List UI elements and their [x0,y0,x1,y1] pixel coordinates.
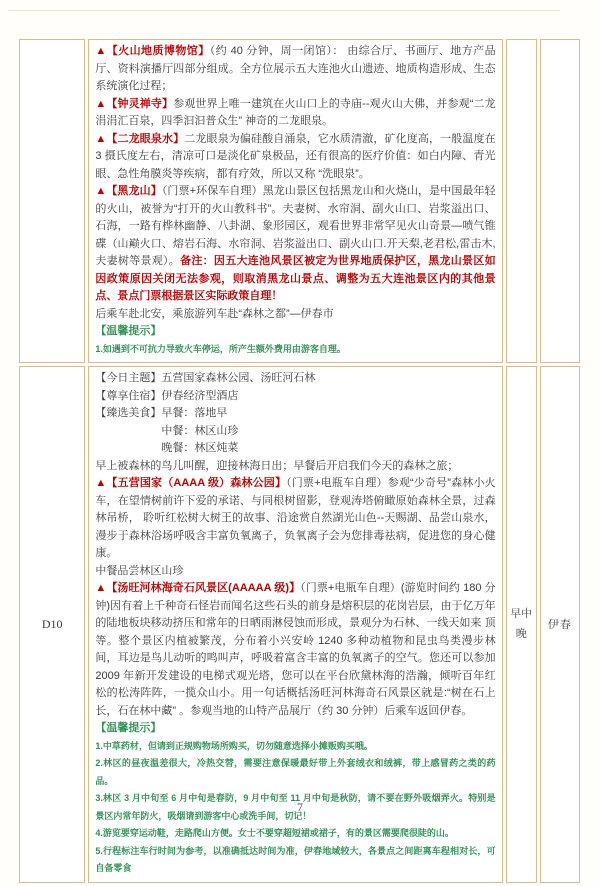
text-segment: 早上被森林的鸟儿叫醒，迎接林海日出；早餐后开启我们今天的森林之旅； [95,459,459,472]
highlighted-text-segment: ▲【黑龙山】 [95,185,162,197]
paragraph [95,580,495,720]
paragraph [95,405,495,423]
day-label-cell [19,39,85,363]
paragraph [95,370,495,388]
text-segment: 1.中草药材，但请到正规购物场所购买，切勿随意选择小摊贩购买哦。 [95,740,373,751]
tip-line [95,825,495,843]
paragraph [95,563,495,581]
tip-header [95,720,495,738]
highlighted-text-segment: ▲【五营国家（AAAA 级）森林公园】 [95,477,287,489]
text-segment: 中餐：林区山珍 [161,424,239,437]
paragraph [95,43,495,96]
text-segment: （门票+电瓶车自理）(游览时间约 180 分钟)因有着上千种奇石怪岩而闻名这些石头的前身是熔积层的花岗岩层，由于亿万年的陆地板块移动挤压和常年的日晒雨淋侵蚀而形成，景观分为石林、一线天如来 顶等。整个景区内植被繁茂，分布着小兴安岭 1240 多种动植物和昆虫鸟类漫步林间，耳边是鸟儿动听的鸣叫声，呼吸着富含丰富的负氧离子的空气。您还可以参加 2009 年新开发建设的电梯式观光塔，您可以在平台欣黛林海的浩瀚，倾听百年红松的松涛阵阵，一揽众山小。用一句话概括汤旺河林海奇石风景区就是:“树在石上长，石在林中藏” 。参观当地的山特产品展厅（约 30 分钟）后乘车返回伊春。 [95,582,496,717]
paragraph [95,96,495,131]
city-cell: 伊春 [540,366,580,883]
table-row-previous-day-continued [19,39,580,363]
paragraph [95,131,495,184]
highlighted-text-segment: 备注：因五大连池风景区被定为世界地质保护区，黑龙山景区如因政策原因关闭无法参观，则取消黑龙山景点、调整为五大连池景区内的其他景点、景点门票根据景区实际政策自理！ [95,255,496,302]
text-segment: 【臻选美食】早餐：落地早 [95,407,228,419]
tip-line [95,738,495,756]
text-segment: （门票+电瓶车自理）参观“少奇号”森林小火车，在望情树前许下爱的承诺、与同根树留影，登观涛塔俯瞰原始森林全景，过森林吊桥， 聆听红松树大树王的故事、沿途赏自然湖光山色--天赐湖、品尝山泉水，漫步于森林浴场呼吸含丰富负氧离子，负氧离子会为您排毒祛病，促进您的身心健康。 [95,477,496,559]
text-segment: 1.如遇到不可抗力导致火车停运，所产生额外费用由游客自理。 [95,343,346,354]
text-segment: 参观世界上唯一建筑在火山口上的寺庙--观火山大佛，并参观“二龙涓涓汇百泉，四季汩汩普众生” 神奇的二龙眼泉。 [95,97,496,127]
paragraph [95,423,495,441]
highlighted-text-segment: ▲【钟灵禅寺】 [95,97,174,110]
paragraph [95,440,495,458]
text-segment: 中餐品尝林区山珍 [95,564,184,577]
text-segment: 5.行程标注车行时间为参考，以准确抵达时间为准，伊春地域较大，各景点之间距离车程相对长，可自备零食 [95,845,496,873]
tip-line [95,341,495,359]
tip-line [95,755,495,790]
paragraph [95,388,495,406]
itinerary-table [16,36,583,886]
paragraph [95,458,495,476]
highlighted-text-segment: ▲【汤旺河林海奇石风景区(AAAAA 级)】 [95,582,301,594]
highlighted-text-segment: ▲【火山地质博物馆】 [95,45,210,57]
text-segment: 【尊享住宿】伊春经济型酒店 [95,389,239,402]
city-cell [540,39,580,363]
text-segment: 后乘车赴北安，乘旅游列车赴“森林之都”—伊春市 [95,307,334,320]
paragraph [95,306,495,324]
text-segment: （约 40 分钟，周一闭馆）： 由综合厅、书画厅、地方产品厅、资料演播厅四部分组成。全方位展示五大连池火山遗迹、地质构造形成、生态系统演化过程； [95,45,496,92]
paragraph [95,475,495,563]
text-segment: 3.林区 3 月中旬至 6 月中旬是春防，9 月中旬至 11 月中旬是秋防，请不要在野外吸烟弄火。特别是景区内常年防火，吸烟请到游客中心或洗手间，切记！ [95,793,496,821]
page-number: 7 [297,800,303,814]
meals-cell [506,39,537,363]
text-segment: 4.游览要穿运动鞋，走路爬山方便。女士不要穿超短裙或裙子，有的景区需要爬很陡的山。 [95,828,454,838]
paragraph [95,183,495,306]
tip-header [95,323,495,341]
text-segment: 二龙眼泉为偏硅酸自涌泉，它水质清澈，矿化度高，一般温度在 3 摄氏度左右，清凉可口是淡化矿泉极品，还有很高的医疗价值：如白内障、青光眼、急性角膜炎等疾病，都有疗效，所以又称 “洗眼泉”。 [95,132,496,180]
itinerary-content-cell [88,39,502,363]
text-segment: 【温馨提示】 [95,325,162,337]
text-segment: 2.林区的昼夜温差很大，冷热交替，需要注意保暖最好带上外套绒衣和绒裤，带上感冒药之类的药品。 [95,758,496,786]
text-segment: 晚餐：林区炖菜 [161,442,239,454]
text-segment: 【温馨提示】 [95,722,162,734]
meals-cell: 早中晚 [506,366,537,883]
day-label-cell: D10 [19,366,85,883]
highlighted-text-segment: ▲【二龙眼泉水】 [95,132,185,145]
page-top-rule [8,10,560,11]
text-segment: （门票+环保车自理）黑龙山景区包括黑龙山和火烧山，是中国最年轻的火山，被誉为“打开的火山教科书”。夫妻树、水帘洞、副火山口、岩浆溢出口、石海，一路有桦林幽静、八卦湖、象形园区，观看世界非常罕见火山奇景—喷气锥碟（山巅火口、熔岩石海、水帘洞、岩浆溢出口、副火山口.开天梨,老君松,雷击木,夫妻树等景观）。 [95,185,496,267]
text-segment: 【今日主题】五营国家森林公园、汤旺河石林 [95,372,316,384]
